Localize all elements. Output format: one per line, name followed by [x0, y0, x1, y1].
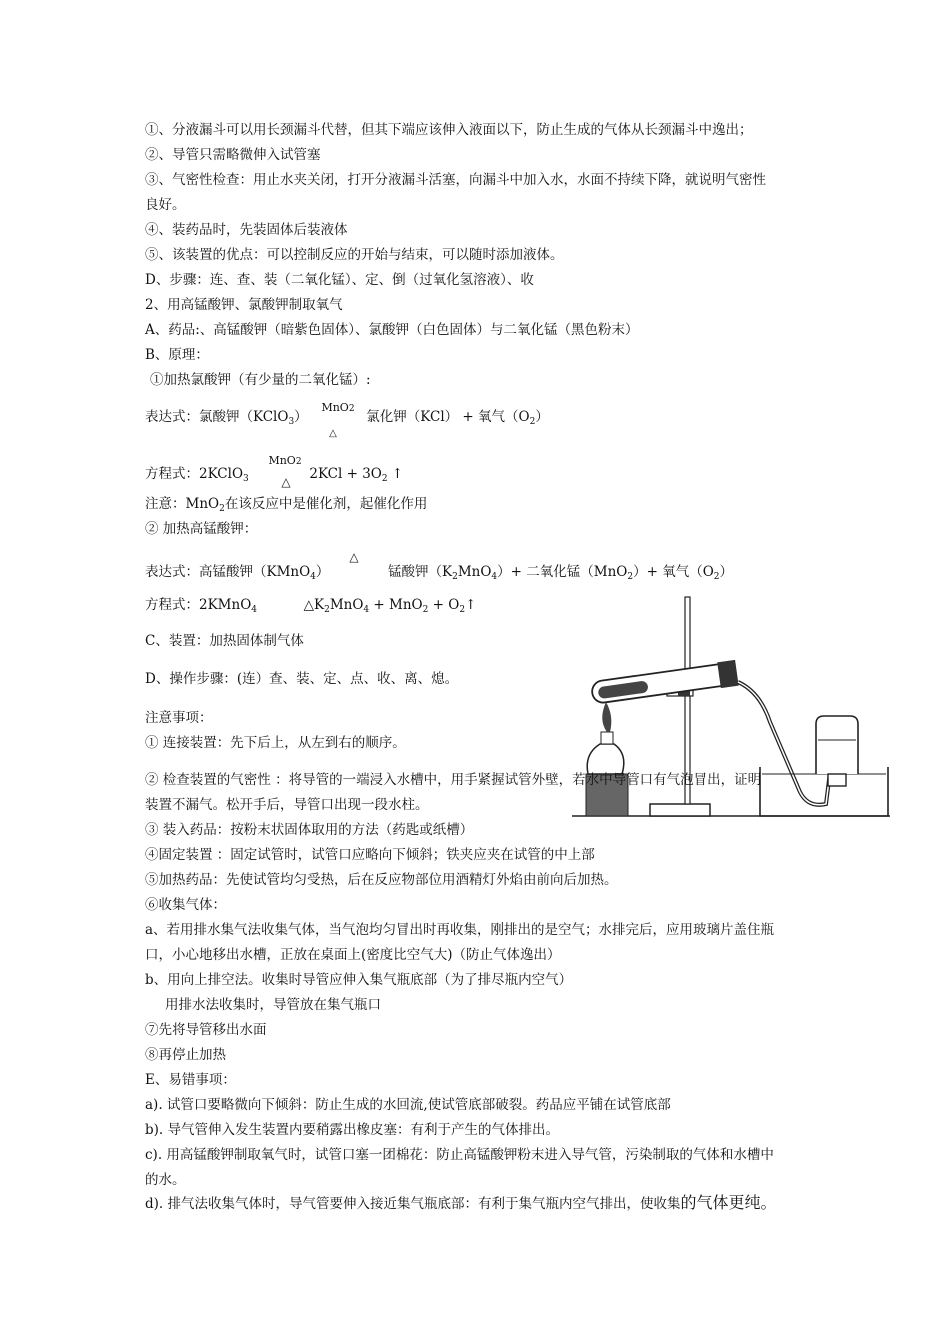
text-line: ④、装药品时，先装固体后装液体: [145, 222, 348, 238]
text-line: 良好。: [145, 197, 186, 213]
equation-kclo3-expression: 表达式：氯酸钾（KClO$_3$） 氯化钾（KCl） + 氧气$(O_2)$: [145, 409, 549, 427]
collecting-bottle: [816, 716, 858, 774]
text-line: a). 试管口要略微向下倾斜：防止生成的水回流,使试管底部破裂。药品应平铺在试管底部: [145, 1097, 671, 1113]
text-line: ④固定装置 ：固定试管时，试管口应略向下倾斜；铁夹应夹在试管的中上部: [145, 847, 595, 863]
text-line: C、装置：加热固体制气体: [145, 633, 304, 649]
note-line: 注意：MnO$_2$在该反应中是催化剂，起催化作用: [145, 496, 428, 514]
text-line: D、步骤：连、查、装（二氧化锰）、定、倒（过氧化氢溶液）、收: [145, 272, 534, 288]
text-line: B、原理：: [145, 347, 209, 363]
section-heading: 2、用高锰酸钾、氯酸钾制取氧气: [145, 297, 343, 313]
text-line: ⑤加热药品：先使试管均匀受热，后在反应物部位用酒精灯外焰由前向后加热。: [145, 872, 618, 888]
text-line: ② 加热高锰酸钾：: [145, 521, 258, 537]
heat-symbol: △: [349, 550, 359, 564]
text-line: ② 检查装置的气密性 ：将导管的一端浸入水槽中，用手紧握试管外壁，若水中导管口有气泡冒出，证明: [145, 772, 762, 788]
catalyst-label: MnO2: [321, 401, 355, 414]
heat-symbol: △: [329, 428, 337, 439]
text-line: 装置不漏气。松开手后，导管口出现一段水柱。: [145, 797, 429, 813]
text-line: b、用向上排空法。收集时导管应伸入集气瓶底部（为了排尽瓶内空气）: [145, 972, 573, 988]
text-line: ⑤、该装置的优点：可以控制反应的开始与结束，可以随时添加液体。: [145, 247, 564, 263]
text-line: ⑦先将导管移出水面: [145, 1022, 267, 1038]
heat-symbol: △: [281, 475, 291, 489]
rubber-stopper: [717, 660, 738, 688]
text-line: A、药品:、高锰酸钾（暗紫色固体）、氯酸钾（白色固体）与二氧化锰（黑色粉末）: [145, 322, 639, 338]
text-line: ③ 装入药品：按粉末状固体取用的方法（药匙或纸槽）: [145, 822, 474, 838]
text-line: ①、分液漏斗可以用长颈漏斗代替，但其下端应该伸入液面以下，防止生成的气体从长颈漏斗中逸出；: [145, 122, 753, 138]
text-line: ③、气密性检查：用止水夹关闭，打开分液漏斗活塞，向漏斗中加入水，水面不持续下降，就说明气密性: [145, 172, 766, 188]
text-line: ①加热氯酸钾（有少量的二氧化锰）:: [150, 372, 371, 388]
text-line: ⑥收集气体：: [145, 897, 226, 913]
text-line: D、操作步骤：(连）查、装、定、点、收、离、熄。: [145, 671, 459, 687]
bottle-neck: [828, 774, 846, 786]
catalyst-label: MnO2: [268, 454, 302, 467]
flame: [602, 702, 611, 732]
text-line: 口，小心地移出水槽，正放在桌面上(密度比空气大)（防止气体逸出）: [145, 947, 561, 963]
text-line: 注意事项：: [145, 710, 213, 726]
equation-kmno4-expression: 表达式：高锰酸钾（KMnO$_4$） 锰酸钾$(K_2MnO_4)+$ 二氧化锰（MnO$_2$）+ 氧气$(O_2)$: [145, 564, 733, 582]
equation-kmno4: 方程式：2KMnO$_4$ $\triangle K_2MnO_4 + MnO_2$ + $O_2↑$: [145, 597, 477, 615]
stand-base: [650, 804, 710, 816]
equation-kclo3: 方程式：2KClO$_3$ $2KCl + 3O_2$ ↑: [145, 466, 404, 484]
text-line: b). 导气管伸入发生装置内要稍露出橡皮塞：有利于产生的气体排出。: [145, 1122, 559, 1138]
text-line: 用排水法收集时，导管放在集气瓶口: [165, 997, 381, 1013]
text-line: E、易错事项：: [145, 1072, 236, 1088]
text-line: c). 用高锰酸钾制取氧气时，试管口塞一团棉花：防止高锰酸钾粉末进入导气管，污染制取的气体和水槽中: [145, 1147, 774, 1163]
lamp-neck: [601, 732, 613, 744]
text-line: d). 排气法收集气体时，导气管要伸入接近集气瓶底部：有利于集气瓶内空气排出，使收集的气体更纯。: [145, 1193, 777, 1212]
text-line: ②、导管只需略微伸入试管塞: [145, 147, 321, 163]
text-line: ① 连接装置：先下后上，从左到右的顺序。: [145, 735, 406, 751]
alcohol-lamp: [587, 744, 624, 774]
test-tube: [590, 660, 738, 706]
text-line: ⑧再停止加热: [145, 1047, 226, 1063]
text-line: 的水。: [145, 1172, 186, 1188]
text-line: a、若用排水集气法收集气体，当气泡均匀冒出时再收集，刚排出的是空气；水排完后，应用玻璃片盖住瓶: [145, 922, 775, 938]
